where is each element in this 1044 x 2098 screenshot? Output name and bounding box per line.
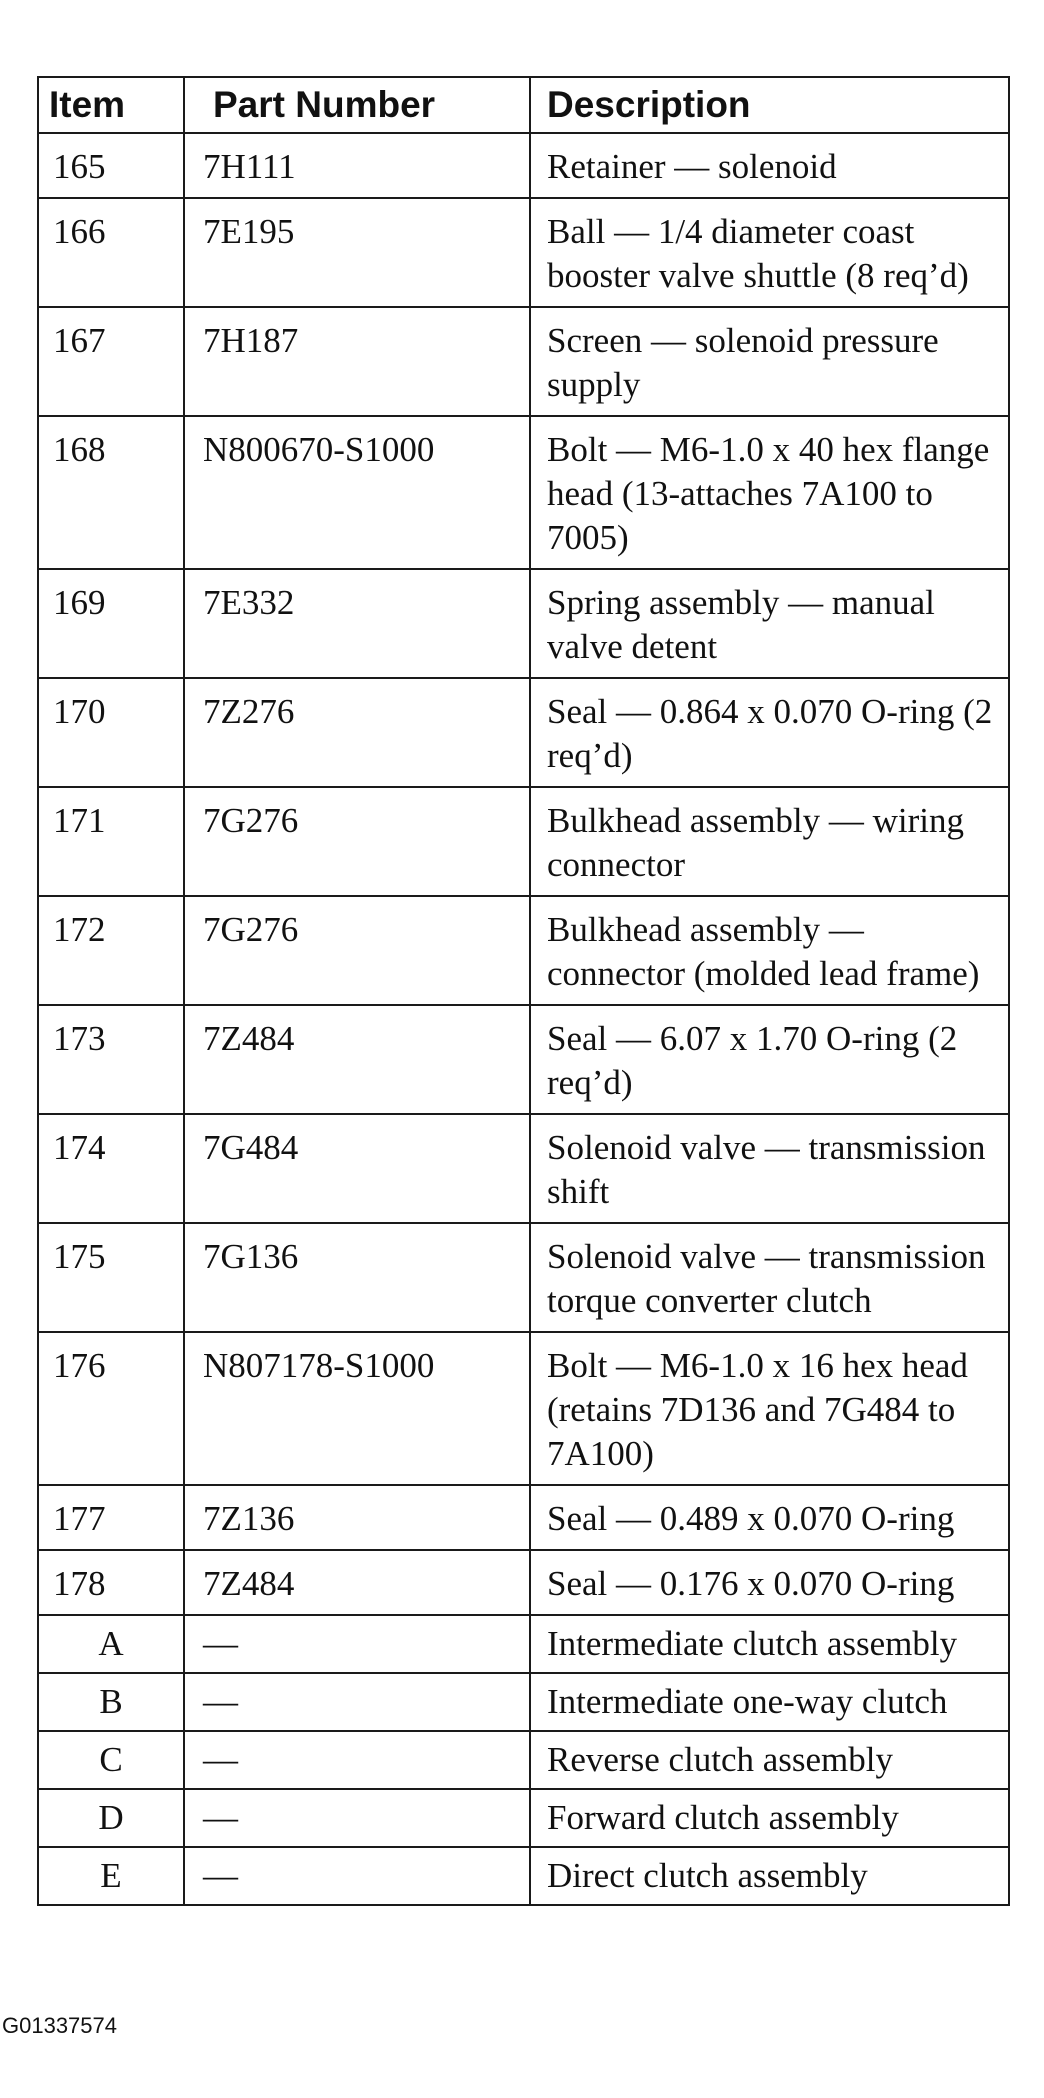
parts-table: [37, 76, 1010, 1906]
part-number-cell: —: [184, 1615, 530, 1673]
table-row: [38, 1550, 1009, 1615]
part-number-cell: —: [184, 1731, 530, 1789]
item-cell: 166: [38, 198, 184, 307]
description-cell: Screen — solenoid pressure supply: [530, 307, 1009, 416]
description-cell: Forward clutch assembly: [530, 1789, 1009, 1847]
item-cell: 174: [38, 1114, 184, 1223]
table-row: [38, 1223, 1009, 1332]
table-row: [38, 787, 1009, 896]
part-number-cell: —: [184, 1673, 530, 1731]
description-cell: Spring assembly — manual valve detent: [530, 569, 1009, 678]
item-cell: A: [38, 1615, 184, 1673]
part-number-cell: 7Z484: [184, 1550, 530, 1615]
item-cell: 173: [38, 1005, 184, 1114]
description-cell: Intermediate one-way clutch: [530, 1673, 1009, 1731]
item-cell: 178: [38, 1550, 184, 1615]
table-row: [38, 416, 1009, 569]
table-row: [38, 1731, 1009, 1789]
table-row: [38, 1673, 1009, 1731]
part-number-cell: 7E332: [184, 569, 530, 678]
item-cell: 170: [38, 678, 184, 787]
table-row: [38, 1789, 1009, 1847]
header-part-number: Part Number: [184, 77, 530, 133]
description-cell: Bulkhead assembly — wiring connector: [530, 787, 1009, 896]
item-cell: 169: [38, 569, 184, 678]
table-row: [38, 133, 1009, 198]
header-item: Item: [38, 77, 184, 133]
description-cell: Bulkhead assembly — connector (molded lead frame): [530, 896, 1009, 1005]
description-cell: Retainer — solenoid: [530, 133, 1009, 198]
description-cell: Intermediate clutch assembly: [530, 1615, 1009, 1673]
description-cell: Seal — 0.864 x 0.070 O-ring (2 req’d): [530, 678, 1009, 787]
table-row: [38, 1847, 1009, 1905]
part-number-cell: 7Z484: [184, 1005, 530, 1114]
figure-id: G01337574: [2, 2013, 117, 2038]
item-cell: 177: [38, 1485, 184, 1550]
item-cell: 165: [38, 133, 184, 198]
part-number-cell: —: [184, 1847, 530, 1905]
part-number-cell: N800670-S1000: [184, 416, 530, 569]
table-row: [38, 1485, 1009, 1550]
item-cell: E: [38, 1847, 184, 1905]
item-cell: C: [38, 1731, 184, 1789]
table-row: [38, 198, 1009, 307]
table-row: [38, 1005, 1009, 1114]
item-cell: B: [38, 1673, 184, 1731]
header-row: [38, 77, 1009, 133]
part-number-cell: 7Z276: [184, 678, 530, 787]
item-cell: 172: [38, 896, 184, 1005]
item-cell: D: [38, 1789, 184, 1847]
part-number-cell: 7E195: [184, 198, 530, 307]
table-row: [38, 896, 1009, 1005]
item-cell: 171: [38, 787, 184, 896]
description-cell: Seal — 6.07 x 1.70 O-ring (2 req’d): [530, 1005, 1009, 1114]
description-cell: Bolt — M6-1.0 x 16 hex head (retains 7D136 and 7G484 to 7A100): [530, 1332, 1009, 1485]
part-number-cell: 7G276: [184, 896, 530, 1005]
part-number-cell: 7G276: [184, 787, 530, 896]
table-row: [38, 307, 1009, 416]
part-number-cell: N807178-S1000: [184, 1332, 530, 1485]
description-cell: Direct clutch assembly: [530, 1847, 1009, 1905]
description-cell: Reverse clutch assembly: [530, 1731, 1009, 1789]
description-cell: Solenoid valve — transmission torque converter clutch: [530, 1223, 1009, 1332]
table-header: [38, 77, 1009, 133]
part-number-cell: 7H187: [184, 307, 530, 416]
description-cell: Seal — 0.176 x 0.070 O-ring: [530, 1550, 1009, 1615]
item-cell: 176: [38, 1332, 184, 1485]
table-row: [38, 569, 1009, 678]
description-cell: Bolt — M6-1.0 x 40 hex flange head (13-attaches 7A100 to 7005): [530, 416, 1009, 569]
part-number-cell: 7Z136: [184, 1485, 530, 1550]
table-row: [38, 1615, 1009, 1673]
part-number-cell: 7G136: [184, 1223, 530, 1332]
part-number-cell: 7H111: [184, 133, 530, 198]
item-cell: 168: [38, 416, 184, 569]
table-row: [38, 1332, 1009, 1485]
part-number-cell: 7G484: [184, 1114, 530, 1223]
part-number-cell: —: [184, 1789, 530, 1847]
description-cell: Seal — 0.489 x 0.070 O-ring: [530, 1485, 1009, 1550]
table-row: [38, 1114, 1009, 1223]
description-cell: Ball — 1/4 diameter coast booster valve shuttle (8 req’d): [530, 198, 1009, 307]
item-cell: 175: [38, 1223, 184, 1332]
description-cell: Solenoid valve — transmission shift: [530, 1114, 1009, 1223]
item-cell: 167: [38, 307, 184, 416]
header-description: Description: [530, 77, 1009, 133]
table-body: [38, 133, 1009, 1905]
table-row: [38, 678, 1009, 787]
